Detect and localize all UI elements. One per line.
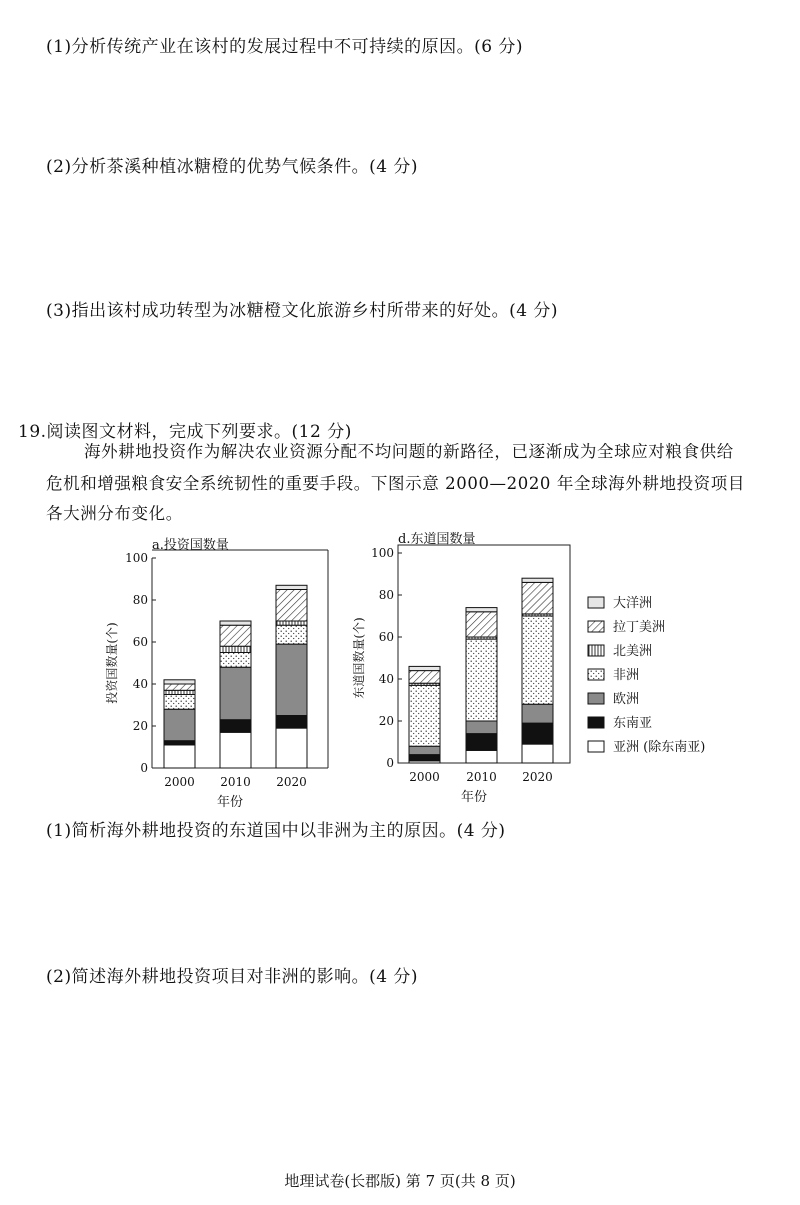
y-tick-label: 20: [378, 714, 394, 728]
question-18-3: (3)指出该村成功转型为冰糖橙文化旅游乡村所带来的好处。(4 分): [46, 301, 559, 321]
bar-segment: [522, 578, 553, 582]
bar-segment: [409, 671, 440, 684]
bar-segment: [220, 653, 251, 668]
legend-swatch: [588, 669, 604, 680]
question-18-1: (1)分析传统产业在该村的发展过程中不可持续的原因。(6 分): [46, 37, 524, 57]
bar-segment: [466, 639, 497, 721]
q19-para-line-1: 海外耕地投资作为解决农业资源分配不均问题的新路径，已逐渐成为全球应对粮食供给: [84, 442, 734, 461]
legend-label: 拉丁美洲: [613, 620, 666, 635]
bar-segment: [220, 667, 251, 720]
bar-segment: [164, 680, 195, 684]
bar-segment: [409, 746, 440, 754]
legend-label: 北美洲: [613, 644, 653, 659]
legend-label: 亚洲 (除东南亚): [613, 740, 706, 755]
legend-swatch: [588, 645, 604, 656]
bar-segment: [276, 728, 307, 768]
bar-segment: [522, 704, 553, 723]
y-tick-label: 40: [132, 677, 148, 691]
bar-segment: [276, 625, 307, 644]
y-tick-label: 60: [132, 635, 148, 649]
page-footer: 地理试卷(长郡版) 第 7 页(共 8 页): [284, 1172, 516, 1190]
legend-swatch: [588, 621, 604, 632]
bar-segment: [522, 582, 553, 614]
chart-host-countries: [351, 531, 570, 805]
bar-segment: [164, 684, 195, 690]
y-axis-label: 投资国数量(个): [105, 622, 119, 704]
bar-segment: [220, 646, 251, 652]
x-tick-label: 2010: [220, 775, 251, 789]
q19-para-line-2: 危机和增强粮食安全系统韧性的重要手段。下图示意 2000—2020 年全球海外耕地投资项目: [46, 474, 745, 493]
bar-segment: [220, 732, 251, 768]
bar-segment: [164, 709, 195, 741]
bar-segment: [466, 608, 497, 612]
question-19-2: (2)简述海外耕地投资项目对非洲的影响。(4 分): [46, 967, 419, 987]
y-tick-label: 0: [386, 756, 394, 770]
y-tick-label: 100: [125, 551, 148, 565]
bar-segment: [220, 625, 251, 646]
y-tick-label: 20: [132, 719, 148, 733]
x-tick-label: 2010: [466, 770, 497, 784]
bar-segment: [276, 585, 307, 589]
bar-segment: [522, 723, 553, 744]
bar-segment: [522, 744, 553, 763]
y-tick-label: 100: [371, 546, 394, 560]
bar-segment: [220, 621, 251, 625]
x-axis-label: 年份: [460, 790, 488, 805]
y-tick-label: 80: [132, 593, 148, 607]
legend-label: 东南亚: [613, 716, 653, 731]
bar-segment: [466, 612, 497, 637]
bar-segment: [276, 716, 307, 729]
legend-label: 大洋洲: [613, 596, 653, 611]
legend-label: 欧洲: [613, 692, 640, 707]
chart-title: d.东道国数量: [398, 532, 476, 547]
legend-swatch: [588, 597, 604, 608]
bar-segment: [276, 621, 307, 625]
x-axis-label: 年份: [216, 795, 244, 810]
y-axis-label: 东道国数量(个): [352, 617, 366, 699]
x-tick-label: 2020: [276, 775, 307, 789]
y-tick-label: 60: [378, 630, 394, 644]
bar-segment: [164, 741, 195, 745]
question-19-1: (1)简析海外耕地投资的东道国中以非洲为主的原因。(4 分): [46, 821, 506, 841]
chart-legend: [588, 595, 705, 755]
bar-segment: [164, 690, 195, 694]
chart-title: a.投资国数量: [152, 538, 229, 553]
question-18-2: (2)分析茶溪种植冰糖橙的优势气候条件。(4 分): [46, 157, 419, 177]
bar-segment: [466, 750, 497, 763]
bar-segment: [466, 721, 497, 734]
bar-segment: [164, 745, 195, 768]
bar-segment: [220, 720, 251, 733]
figure-charts: [0, 530, 800, 815]
x-tick-label: 2020: [522, 770, 553, 784]
bar-segment: [522, 616, 553, 704]
bar-segment: [409, 666, 440, 670]
y-tick-label: 40: [378, 672, 394, 686]
x-tick-label: 2000: [164, 775, 195, 789]
x-tick-label: 2000: [409, 770, 440, 784]
bar-segment: [164, 695, 195, 710]
question-19-title: 19.阅读图文材料，完成下列要求。(12 分): [18, 422, 352, 442]
y-tick-label: 80: [378, 588, 394, 602]
legend-label: 非洲: [613, 668, 640, 683]
y-tick-label: 0: [140, 761, 148, 775]
bar-segment: [276, 590, 307, 622]
chart-investor-countries: [104, 537, 328, 810]
legend-swatch: [588, 741, 604, 752]
bar-segment: [466, 734, 497, 751]
bar-segment: [409, 685, 440, 746]
legend-swatch: [588, 717, 604, 728]
q19-para-line-3: 各大洲分布变化。: [46, 504, 183, 523]
bar-segment: [276, 644, 307, 715]
legend-swatch: [588, 693, 604, 704]
bar-segment: [409, 755, 440, 761]
